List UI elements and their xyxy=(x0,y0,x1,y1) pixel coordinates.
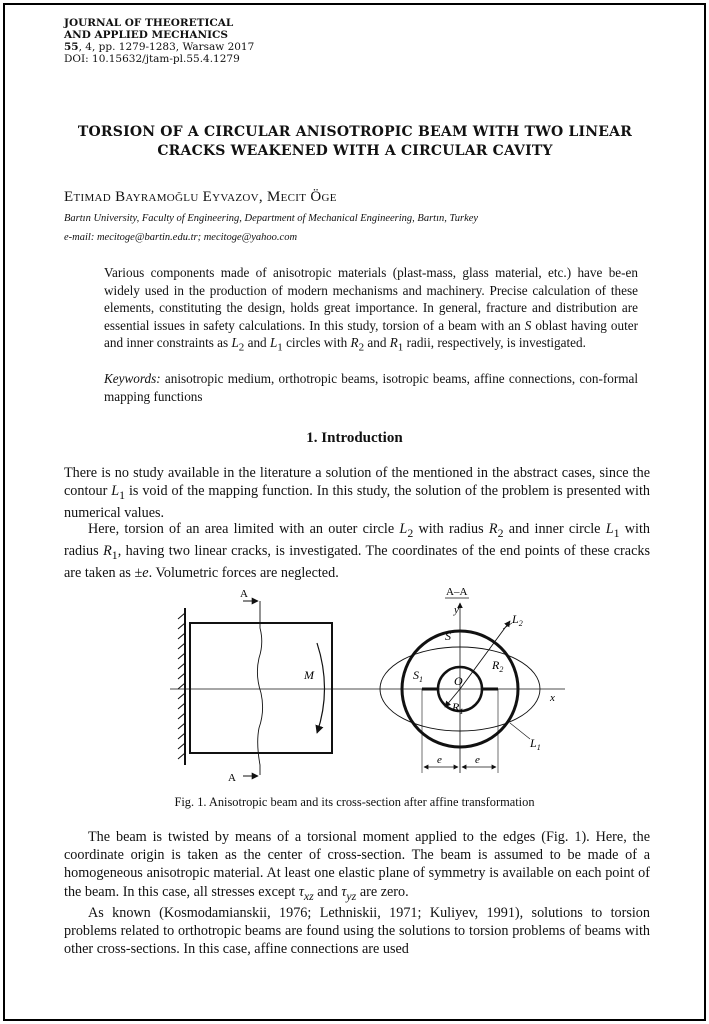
figure-caption: Fig. 1. Anisotropic beam and its cross-section after affine transformation xyxy=(174,795,535,809)
author-email: e-mail: mecitoge@bartin.edu.tr; mecitoge@yahoo.com xyxy=(64,232,298,243)
l2-label: $L_2$ xyxy=(512,612,523,628)
cut-label-top: A xyxy=(240,588,248,600)
keywords xyxy=(104,370,638,405)
y-axis-label: y xyxy=(454,604,459,616)
abstract: Various components made of anisotropic materials (plast-mass, glass material, etc.) have be-en widely used in the production of modern mechanisms and machinery. Precise calculation of these elements, constituting the design, holds great importance. In general, fracture and distribution are essential issues in safety calculations. In this study, torsion of a beam with an S oblast having outer and inner constraints as $L_2$ and $L_1$ circles with $R_2$ and $R_1$ radii, respectively, is investigated. xyxy=(104,265,638,355)
e-label-right: e xyxy=(475,754,480,766)
cut-label-bottom: A xyxy=(228,772,236,783)
r1-label: $R_1$ xyxy=(452,700,464,716)
journal-name xyxy=(64,17,233,41)
paper-title xyxy=(60,123,650,161)
figure-1 xyxy=(170,583,570,783)
body-paragraph-3: The beam is twisted by means of a torsional moment applied to the edges (Fig. 1). Here, the coordinate origin is taken as the center of cross-section. The beam is assumed to be made of a homogeneous anisotropic material. At least one elastic plane of symmetry is available on each point of the beam. In this case, all stresses except $\tau_{xz}$ and $\tau_{yz}$ are zero. xyxy=(64,829,650,903)
origin-label: O xyxy=(454,674,463,688)
beam-rectangle xyxy=(190,623,332,753)
section-label: A–A xyxy=(446,586,468,598)
intro-paragraph-1: There is no study available in the literature a solution of the mentioned in the abstract cases, since the contour $L_1$ is void of the mapping function. In this study, the solution of the problem is presented with numerical values. xyxy=(64,465,650,522)
doi: DOI: 10.15632/jtam-pl.55.4.1279 xyxy=(64,53,240,65)
body-paragraph-4: As known (Kosmodamianskii, 1976; Lethniskii, 1971; Kuliyev, 1991), solutions to torsion problems related to orthotropic beams are found using the solutions to torsion problems of beams with other cross-sections. In this case, affine connections are used xyxy=(64,905,650,958)
wall-support xyxy=(178,608,185,765)
journal-line-2: AND APPLIED MECHANICS xyxy=(64,29,229,41)
e-label-left: e xyxy=(437,754,442,766)
l1-label: $L_1$ xyxy=(530,736,541,752)
issue-info xyxy=(64,41,254,53)
region-s1-label: $S_1$ xyxy=(413,668,423,684)
section-heading: 1. Introduction xyxy=(306,430,403,446)
volume-number: 55 xyxy=(64,41,79,53)
affiliation: Bartın University, Faculty of Engineering, Department of Mechanical Engineering, Bartın, Turkey xyxy=(64,213,479,224)
x-axis-label: x xyxy=(550,692,555,704)
keywords-list: anisotropic medium, orthotropic beams, isotropic beams, affine connections, con-formal mapping functions xyxy=(104,371,638,404)
title-line-2: CRACKS WEAKENED WITH A CIRCULAR CAVITY xyxy=(157,143,553,159)
issue-pages: , 4, pp. 1279-1283, Warsaw 2017 xyxy=(78,41,255,53)
region-s-label: S xyxy=(445,629,451,643)
r2-label: $R_2$ xyxy=(492,658,504,674)
section-cut-line xyxy=(257,601,262,775)
title-line-1: TORSION OF A CIRCULAR ANISOTROPIC BEAM WITH TWO LINEAR xyxy=(77,124,633,140)
intro-paragraph-2: Here, torsion of an area limited with an outer circle $L_2$ with radius $R_2$ and inner circle $L_1$ with radius $R_1$, having two linear cracks, is investigated. The coordinates of the end points of these cracks are taken as ±e. Volumetric forces are neglected. xyxy=(64,521,650,582)
moment-label: M xyxy=(304,668,314,682)
moment-arrow xyxy=(317,643,325,733)
journal-line-1: JOURNAL OF THEORETICAL xyxy=(64,17,234,29)
authors: Etimad Bayramoğlu Eyvazov, Mecit Öge xyxy=(64,189,337,205)
keywords-label: Keywords: xyxy=(104,371,161,386)
